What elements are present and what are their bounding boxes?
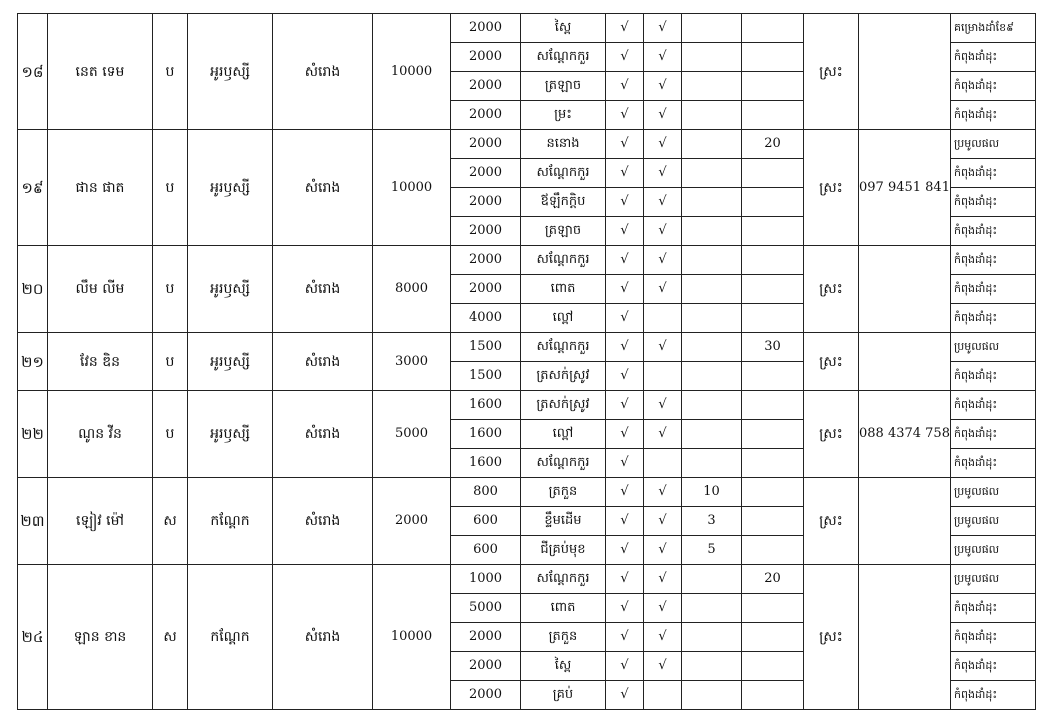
yield-cell-2 [742, 14, 804, 43]
yield-cell-2 [742, 420, 804, 449]
table-row [18, 333, 1036, 362]
check-cell-2: √ [644, 275, 682, 304]
yield-cell-2 [742, 188, 804, 217]
commune-cell: សំរោង [273, 391, 373, 478]
check-cell-2: √ [644, 101, 682, 130]
phone-cell [859, 478, 951, 565]
check-cell-1: √ [606, 14, 644, 43]
check-cell-1: √ [606, 362, 644, 391]
crop-name-cell: សណ្តែកកួរ [521, 565, 606, 594]
total-area-cell: 5000 [373, 391, 451, 478]
status-note-cell: ប្រមូលផល [950, 536, 1035, 565]
check-cell-1: √ [606, 304, 644, 333]
village-cell: កណ្តែក [188, 478, 273, 565]
yield-cell-2: 20 [742, 565, 804, 594]
crop-area-cell: 600 [451, 507, 521, 536]
crop-area-cell: 5000 [451, 594, 521, 623]
crop-area-cell: 4000 [451, 304, 521, 333]
phone-cell [859, 14, 951, 130]
yield-cell-2 [742, 362, 804, 391]
row-number-cell: ២១ [18, 333, 48, 391]
village-cell: អូរឫស្សី [188, 130, 273, 246]
yield-cell-2 [742, 275, 804, 304]
check-cell-2 [644, 449, 682, 478]
yield-cell-2 [742, 681, 804, 710]
yield-cell-1 [682, 594, 742, 623]
crop-name-cell: ស្ពៃ [521, 14, 606, 43]
farmer-name-cell: ណូន វីន [48, 391, 153, 478]
row-number-cell: ២២ [18, 391, 48, 478]
status-note-cell: គម្រោងដាំខែ៩ [950, 14, 1035, 43]
commune-cell: សំរោង [273, 14, 373, 130]
crop-area-cell: 2000 [451, 246, 521, 275]
check-cell-1: √ [606, 217, 644, 246]
crop-area-cell: 2000 [451, 72, 521, 101]
crop-area-cell: 1500 [451, 362, 521, 391]
status-note-cell: កំពុងដាំដុះ [950, 681, 1035, 710]
crop-name-cell: សណ្តែកកួរ [521, 333, 606, 362]
water-source-cell: ស្រះ [804, 246, 859, 333]
sex-cell: ប [153, 391, 188, 478]
water-source-cell: ស្រះ [804, 565, 859, 710]
yield-cell-2 [742, 449, 804, 478]
commune-cell: សំរោង [273, 565, 373, 710]
water-source-cell: ស្រះ [804, 333, 859, 391]
check-cell-2: √ [644, 14, 682, 43]
check-cell-2: √ [644, 536, 682, 565]
crop-area-cell: 2000 [451, 217, 521, 246]
sex-cell: ស [153, 565, 188, 710]
check-cell-2: √ [644, 43, 682, 72]
yield-cell-2 [742, 101, 804, 130]
status-note-cell: កំពុងដាំដុះ [950, 449, 1035, 478]
crop-area-cell: 1000 [451, 565, 521, 594]
check-cell-2: √ [644, 130, 682, 159]
phone-cell [859, 246, 951, 333]
total-area-cell: 3000 [373, 333, 451, 391]
crop-name-cell: ត្រឡាច [521, 217, 606, 246]
check-cell-1: √ [606, 652, 644, 681]
check-cell-2: √ [644, 478, 682, 507]
status-note-cell: កំពុងដាំដុះ [950, 594, 1035, 623]
row-number-cell: ២៤ [18, 565, 48, 710]
check-cell-1: √ [606, 478, 644, 507]
crop-name-cell: ត្រសក់ស្រូវ [521, 362, 606, 391]
check-cell-2: √ [644, 507, 682, 536]
check-cell-1: √ [606, 565, 644, 594]
status-note-cell: កំពុងដាំដុះ [950, 652, 1035, 681]
farmer-name-cell: ផាន ផាត [48, 130, 153, 246]
check-cell-2: √ [644, 420, 682, 449]
crop-name-cell: ត្រកួន [521, 478, 606, 507]
crop-area-cell: 2000 [451, 623, 521, 652]
water-source-cell: ស្រះ [804, 478, 859, 565]
crop-name-cell: ជីគ្រប់មុខ [521, 536, 606, 565]
crop-area-cell: 2000 [451, 188, 521, 217]
yield-cell-1 [682, 43, 742, 72]
farmer-register-table [17, 13, 1036, 710]
status-note-cell: កំពុងដាំដុះ [950, 159, 1035, 188]
yield-cell-1 [682, 275, 742, 304]
crop-area-cell: 1600 [451, 420, 521, 449]
check-cell-1: √ [606, 594, 644, 623]
check-cell-1: √ [606, 507, 644, 536]
crop-name-cell: គ្រប់ [521, 681, 606, 710]
crop-name-cell: សណ្តែកកួរ [521, 43, 606, 72]
yield-cell-2 [742, 159, 804, 188]
yield-cell-1 [682, 159, 742, 188]
table-row [18, 565, 1036, 594]
yield-cell-2 [742, 246, 804, 275]
check-cell-2: √ [644, 594, 682, 623]
check-cell-1: √ [606, 681, 644, 710]
crop-area-cell: 2000 [451, 159, 521, 188]
total-area-cell: 2000 [373, 478, 451, 565]
commune-cell: សំរោង [273, 478, 373, 565]
yield-cell-2 [742, 43, 804, 72]
phone-cell [859, 565, 951, 710]
farmer-name-cell: ឡាន ខាន [48, 565, 153, 710]
yield-cell-1 [682, 101, 742, 130]
farmer-name-cell: លឹម លីម [48, 246, 153, 333]
row-number-cell: ២០ [18, 246, 48, 333]
status-note-cell: កំពុងដាំដុះ [950, 420, 1035, 449]
crop-name-cell: ពោត [521, 594, 606, 623]
yield-cell-2 [742, 507, 804, 536]
status-note-cell: ប្រមូលផល [950, 130, 1035, 159]
crop-name-cell: ល្ពៅ [521, 420, 606, 449]
status-note-cell: កំពុងដាំដុះ [950, 623, 1035, 652]
table-row [18, 478, 1036, 507]
total-area-cell: 10000 [373, 565, 451, 710]
yield-cell-2 [742, 72, 804, 101]
status-note-cell: កំពុងដាំដុះ [950, 275, 1035, 304]
yield-cell-1 [682, 333, 742, 362]
check-cell-1: √ [606, 130, 644, 159]
yield-cell-1 [682, 304, 742, 333]
row-number-cell: ២៣ [18, 478, 48, 565]
crop-name-cell: សណ្តែកកួរ [521, 246, 606, 275]
check-cell-2: √ [644, 217, 682, 246]
yield-cell-1 [682, 217, 742, 246]
crop-name-cell: ននោង [521, 130, 606, 159]
check-cell-1: √ [606, 536, 644, 565]
check-cell-1: √ [606, 449, 644, 478]
sex-cell: ប [153, 14, 188, 130]
yield-cell-1 [682, 623, 742, 652]
check-cell-2: √ [644, 188, 682, 217]
status-note-cell: ប្រមូលផល [950, 333, 1035, 362]
commune-cell: សំរោង [273, 130, 373, 246]
crop-name-cell: សណ្តែកកួរ [521, 159, 606, 188]
yield-cell-1 [682, 246, 742, 275]
check-cell-1: √ [606, 188, 644, 217]
commune-cell: សំរោង [273, 246, 373, 333]
status-note-cell: កំពុងដាំដុះ [950, 391, 1035, 420]
total-area-cell: 8000 [373, 246, 451, 333]
check-cell-1: √ [606, 72, 644, 101]
table-row [18, 246, 1036, 275]
yield-cell-1 [682, 681, 742, 710]
check-cell-2 [644, 362, 682, 391]
water-source-cell: ស្រះ [804, 14, 859, 130]
crop-area-cell: 2000 [451, 652, 521, 681]
crop-area-cell: 2000 [451, 130, 521, 159]
crop-name-cell: ស្ពៃ [521, 652, 606, 681]
crop-area-cell: 2000 [451, 101, 521, 130]
crop-area-cell: 2000 [451, 681, 521, 710]
table-row [18, 14, 1036, 43]
yield-cell-1 [682, 420, 742, 449]
phone-cell: 097 9451 841 [859, 130, 951, 246]
check-cell-1: √ [606, 159, 644, 188]
yield-cell-1 [682, 391, 742, 420]
village-cell: កណ្តែក [188, 565, 273, 710]
crop-area-cell: 800 [451, 478, 521, 507]
status-note-cell: ប្រមូលផល [950, 507, 1035, 536]
yield-cell-2 [742, 304, 804, 333]
table-row [18, 130, 1036, 159]
total-area-cell: 10000 [373, 14, 451, 130]
table-row [18, 391, 1036, 420]
yield-cell-1 [682, 652, 742, 681]
sex-cell: ប [153, 130, 188, 246]
crop-area-cell: 2000 [451, 43, 521, 72]
crop-name-cell: ខ្ទឹមដើម [521, 507, 606, 536]
total-area-cell: 10000 [373, 130, 451, 246]
farmer-name-cell: នេត ទេម [48, 14, 153, 130]
sex-cell: ប [153, 333, 188, 391]
crop-name-cell: ម្រះ [521, 101, 606, 130]
status-note-cell: កំពុងដាំដុះ [950, 217, 1035, 246]
yield-cell-1 [682, 130, 742, 159]
yield-cell-1: 3 [682, 507, 742, 536]
check-cell-1: √ [606, 420, 644, 449]
check-cell-2 [644, 681, 682, 710]
farmer-name-cell: វែន ឌិន [48, 333, 153, 391]
check-cell-2 [644, 304, 682, 333]
yield-cell-1 [682, 188, 742, 217]
crop-name-cell: ឪឡឹកក្តិប [521, 188, 606, 217]
village-cell: អូរឫស្សី [188, 333, 273, 391]
crop-area-cell: 1600 [451, 391, 521, 420]
crop-name-cell: ល្ពៅ [521, 304, 606, 333]
check-cell-2: √ [644, 565, 682, 594]
check-cell-1: √ [606, 623, 644, 652]
yield-cell-2 [742, 217, 804, 246]
check-cell-2: √ [644, 246, 682, 275]
register-body [18, 14, 1036, 710]
yield-cell-1 [682, 72, 742, 101]
yield-cell-2 [742, 391, 804, 420]
check-cell-1: √ [606, 391, 644, 420]
status-note-cell: កំពុងដាំដុះ [950, 246, 1035, 275]
status-note-cell: កំពុងដាំដុះ [950, 188, 1035, 217]
yield-cell-2 [742, 623, 804, 652]
status-note-cell: កំពុងដាំដុះ [950, 101, 1035, 130]
crop-area-cell: 2000 [451, 275, 521, 304]
check-cell-1: √ [606, 333, 644, 362]
yield-cell-1: 10 [682, 478, 742, 507]
status-note-cell: កំពុងដាំដុះ [950, 43, 1035, 72]
status-note-cell: ប្រមូលផល [950, 478, 1035, 507]
crop-area-cell: 1500 [451, 333, 521, 362]
yield-cell-1: 5 [682, 536, 742, 565]
water-source-cell: ស្រះ [804, 391, 859, 478]
crop-name-cell: ត្រកួន [521, 623, 606, 652]
crop-name-cell: ពោត [521, 275, 606, 304]
row-number-cell: ១៩ [18, 130, 48, 246]
check-cell-2: √ [644, 333, 682, 362]
crop-area-cell: 1600 [451, 449, 521, 478]
yield-cell-2: 30 [742, 333, 804, 362]
yield-cell-1 [682, 565, 742, 594]
status-note-cell: ប្រមូលផល [950, 565, 1035, 594]
village-cell: អូរឫស្សី [188, 14, 273, 130]
sex-cell: ប [153, 246, 188, 333]
village-cell: អូរឫស្សី [188, 391, 273, 478]
yield-cell-2 [742, 594, 804, 623]
yield-cell-2 [742, 478, 804, 507]
yield-cell-2 [742, 652, 804, 681]
check-cell-1: √ [606, 43, 644, 72]
village-cell: អូរឫស្សី [188, 246, 273, 333]
crop-name-cell: ត្រសក់ស្រូវ [521, 391, 606, 420]
status-note-cell: កំពុងដាំដុះ [950, 72, 1035, 101]
commune-cell: សំរោង [273, 333, 373, 391]
yield-cell-1 [682, 362, 742, 391]
yield-cell-2 [742, 536, 804, 565]
check-cell-2: √ [644, 652, 682, 681]
water-source-cell: ស្រះ [804, 130, 859, 246]
crop-area-cell: 2000 [451, 14, 521, 43]
crop-name-cell: សណ្តែកកួរ [521, 449, 606, 478]
check-cell-1: √ [606, 275, 644, 304]
status-note-cell: កំពុងដាំដុះ [950, 362, 1035, 391]
sex-cell: ស [153, 478, 188, 565]
check-cell-2: √ [644, 623, 682, 652]
crop-name-cell: ត្រឡាច [521, 72, 606, 101]
check-cell-2: √ [644, 391, 682, 420]
check-cell-2: √ [644, 159, 682, 188]
check-cell-1: √ [606, 246, 644, 275]
phone-cell [859, 333, 951, 391]
check-cell-2: √ [644, 72, 682, 101]
yield-cell-1 [682, 449, 742, 478]
status-note-cell: កំពុងដាំដុះ [950, 304, 1035, 333]
crop-area-cell: 600 [451, 536, 521, 565]
row-number-cell: ១៨ [18, 14, 48, 130]
yield-cell-1 [682, 14, 742, 43]
phone-cell: 088 4374 758 [859, 391, 951, 478]
yield-cell-2: 20 [742, 130, 804, 159]
check-cell-1: √ [606, 101, 644, 130]
farmer-name-cell: ឡៀវ ម៉ៅ [48, 478, 153, 565]
